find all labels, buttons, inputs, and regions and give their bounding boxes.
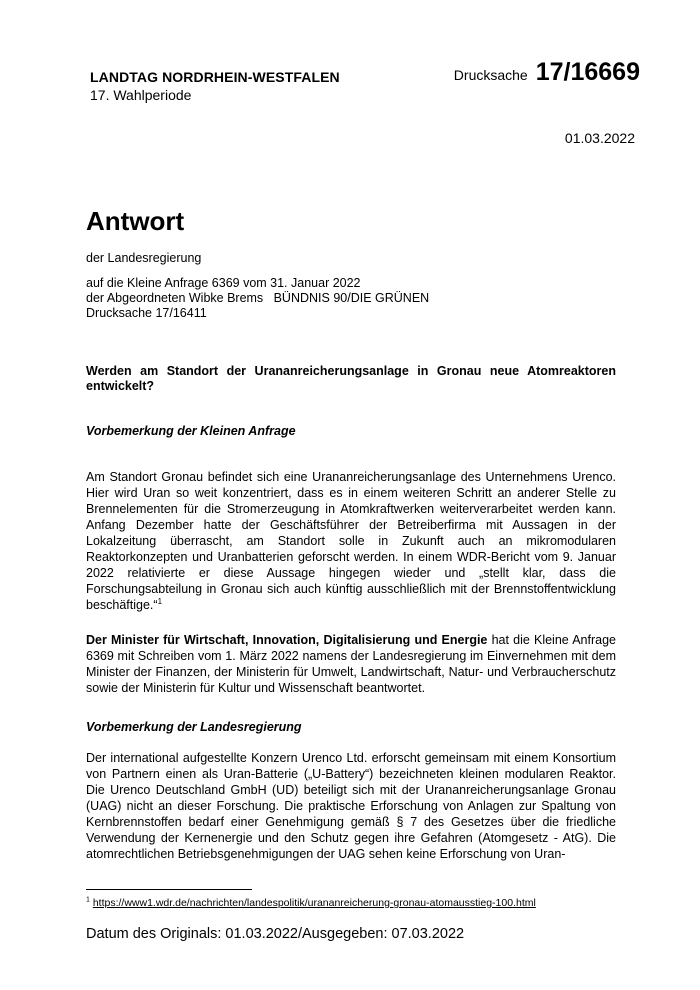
intro-line-abgeordnete: der Abgeordneten Wibke Brems BÜNDNIS 90/DIE GRÜNEN	[86, 291, 430, 305]
minister-name: Der Minister für Wirtschaft, Innovation, Digitalisierung und Energie	[86, 633, 488, 647]
minister-text: hat die Kleine Anfrage 6369 mit Schreiben vom 1. März 2022 namens der Landesregierung im Einvernehmen mit dem Minister der Finanzen, der Ministerin für Umwelt, Landwirtschaft, Natur- und Verbraucherschutz sowie der Ministerin für Kultur und Wissenschaft beantwortet.	[86, 633, 616, 695]
footnote-reference[interactable]: 1	[157, 596, 163, 606]
intro-line-anfrage: auf die Kleine Anfrage 6369 vom 31. Januar 2022	[86, 276, 361, 290]
document-date: 01.03.2022	[564, 130, 635, 146]
drucksache-label: Drucksache	[453, 67, 528, 83]
section-text-landesregierung	[86, 750, 616, 862]
intro-line-drucksache: Drucksache 17/16411	[86, 306, 207, 320]
drucksache-number: 17/16669	[535, 58, 640, 86]
footnote-divider	[86, 889, 252, 890]
minister-paragraph	[86, 632, 616, 696]
question-title: Werden am Standort der Urananreicherungsanlage in Gronau neue Atomreaktoren entwickelt?	[86, 364, 616, 393]
footnote-number: 1	[86, 896, 90, 904]
vorbemerkung-anfrage-text: Am Standort Gronau befindet sich eine Urananreicherungsanlage des Unternehmens Urenco. Hier wird Uran so weit konzentriert, dass es in einem weiteren Schritt an anderer Stelle zu Brennelementen für die Stromerzeugung in Atomkraftwerken weiterverarbeitet werden kann. Anfang Dezember hatte der Geschäftsführer der Betreiberfirma mit Aussagen in der Lokalzeitung überrascht, am Standort solle in Zukunft auch an mikromodularen Reaktorkonzepten und Uranbatterien geforscht werden. In einem WDR-Bericht vom 9. Januar 2022 relativierte er diese Aussage hingegen wieder und „stellt klar, dass die Forschungsabteilung in Gronau sich auch künftig ausschließlich mit der Brennstoffentwicklung beschäftige.“	[86, 470, 616, 612]
section-heading-landesregierung: Vorbemerkung der Landesregierung	[86, 720, 302, 734]
section-text-anfrage	[86, 469, 616, 613]
intro-from: der Landesregierung	[86, 251, 202, 265]
section-heading-anfrage: Vorbemerkung der Kleinen Anfrage	[86, 424, 296, 438]
issue-date-footer: Datum des Originals: 01.03.2022/Ausgegeben: 07.03.2022	[86, 926, 465, 942]
page-title: Antwort	[86, 206, 185, 236]
drucksache-header	[454, 58, 640, 87]
vorbemerkung-landesregierung-text: Der international aufgestellte Konzern Urenco Ltd. erforscht gemeinsam mit einem Konsortium von Partnern einen als Uran-Batterie („U-Battery“) bezeichneten kleinen modularen Reaktor. Die Urenco Deutschland GmbH (UD) beteiligt sich mit der Urananreicherungsanlage Gronau (UAG) nicht an dieser Forschung. Die praktische Erforschung von Anlagen zur Spaltung von Kernbrennstoffen bedarf einer Genehmigung gemäß § 7 des Gesetzes über die friedliche Verwendung der Kernenergie und den Schutz gegen ihre Gefahren (Atomgesetz - AtG). Die atomrechtlichen Betriebsgenehmigungen der UAG sehen keine Erforschung von Uran-	[86, 751, 616, 861]
intro-block	[86, 276, 429, 321]
footnote-link[interactable]: https://www1.wdr.de/nachrichten/landespolitik/urananreicherung-gronau-atomausstieg-100.html	[92, 897, 536, 909]
footnote	[86, 897, 536, 909]
legislative-period: 17. Wahlperiode	[90, 87, 192, 103]
parliament-name: LANDTAG NORDRHEIN-WESTFALEN	[90, 69, 340, 85]
